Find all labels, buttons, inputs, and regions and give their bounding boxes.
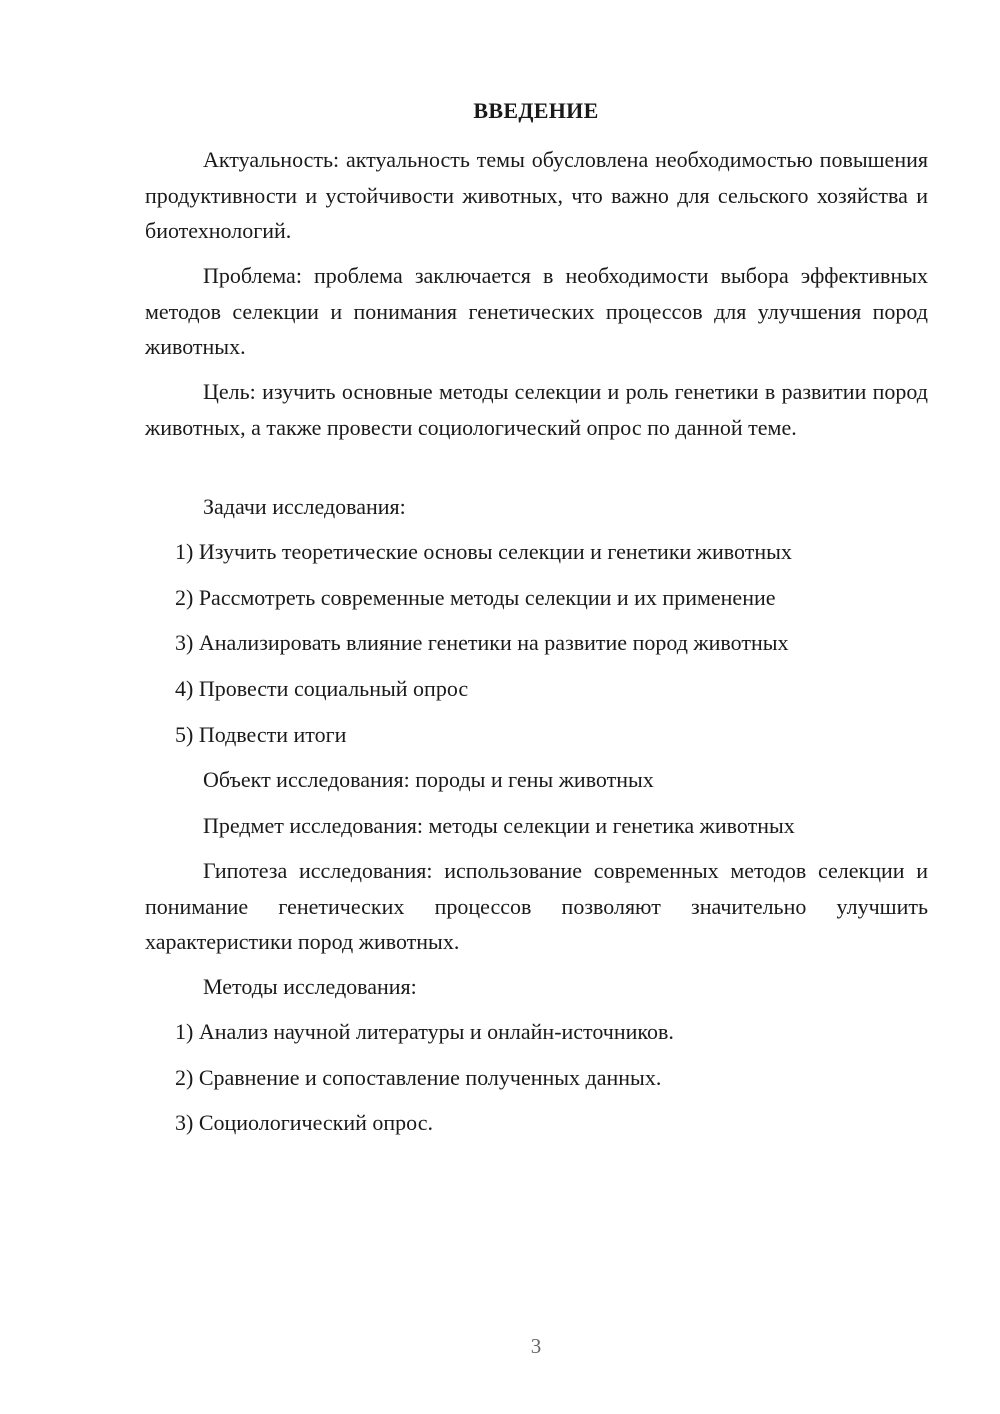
problem-paragraph: Проблема: проблема заключается в необходимости выбора эффективных методов селекции и понимания генетических процессов для улучшения пород животных.	[145, 263, 928, 359]
method-item-2: 2) Сравнение и сопоставление полученных данных.	[175, 1065, 662, 1090]
section-title: ВВЕДЕНИЕ	[473, 98, 599, 123]
task-item-5: 5) Подвести итоги	[175, 722, 347, 747]
page-number: 3	[530, 1334, 542, 1358]
object-line: Объект исследования: породы и гены животных	[203, 767, 654, 792]
task-item-4: 4) Провести социальный опрос	[175, 676, 469, 701]
goal-paragraph: Цель: изучить основные методы селекции и роль генетики в развитии пород животных, а также провести социологический опрос по данной теме.	[145, 379, 928, 440]
tasks-heading: Задачи исследования:	[203, 494, 406, 519]
methods-heading: Методы исследования:	[203, 974, 417, 999]
task-item-1: 1) Изучить теоретические основы селекции и генетики животных	[175, 539, 792, 564]
task-item-3: 3) Анализировать влияние генетики на развитие пород животных	[175, 630, 789, 655]
relevance-paragraph: Актуальность: актуальность темы обусловлена необходимостью повышения продуктивности и устойчивости животных, что важно для сельского хозяйства и биотехнологий.	[145, 147, 928, 243]
method-item-3: 3) Социологический опрос.	[175, 1110, 433, 1135]
hypothesis-paragraph: Гипотеза исследования: использование современных методов селекции и понимание генетических процессов позволяют значительно улучшить характеристики пород животных.	[145, 858, 928, 954]
method-item-1: 1) Анализ научной литературы и онлайн-источников.	[175, 1019, 674, 1044]
task-item-2: 2) Рассмотреть современные методы селекции и их применение	[175, 585, 776, 610]
subject-line: Предмет исследования: методы селекции и генетика животных	[203, 813, 795, 838]
